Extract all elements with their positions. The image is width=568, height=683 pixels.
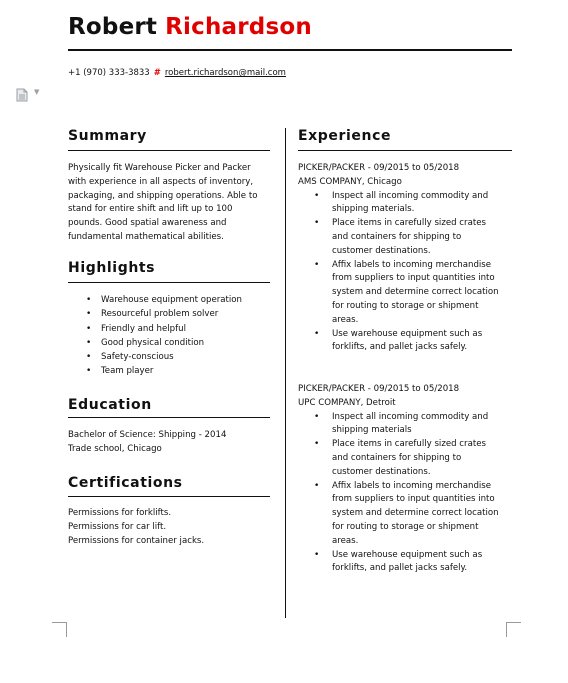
duty-line: system and determine correct location [332,508,499,519]
duty-line: from suppliers to input quantities into [332,494,495,505]
duty-line: • Inspect all incoming commodity and [332,411,489,422]
job-role: PICKER/PACKER - 09/2015 to 05/2018 [298,384,460,394]
certifications-text [68,507,283,548]
certification-line: Permissions for car lift. [68,521,167,532]
duty-line: • Use warehouse equipment such as [332,328,483,339]
summary-line: stand for entire shift and lift up to 100 [68,204,233,215]
duty-line: • Use warehouse equipment such as [332,549,483,560]
duty-line: • Inspect all incoming commodity and [332,190,489,201]
dropdown-caret-icon[interactable]: ▼ [34,88,40,96]
list-item [298,480,518,549]
contact-separator: # [153,68,161,78]
highlights-rule [68,282,270,283]
list-item [298,438,518,479]
summary-line: pounds. Good spatial awareness and [68,218,227,229]
duty-line: • Place items in carefully sized crates [332,439,486,450]
job-entry [298,162,518,355]
summary-line: fundamental mathematical abilities. [68,231,224,242]
job-company: UPC COMPANY, Detroit [298,397,396,408]
duty-line: customer destinations. [332,245,431,256]
job-company: AMS COMPANY, Chicago [298,176,402,187]
highlights-list [68,293,283,379]
duty-line: and containers for shipping to [332,452,462,463]
job-duties [298,411,518,577]
education-line: Bachelor of Science: Shipping - 2014 [68,430,227,440]
duty-line: customer destinations. [332,466,431,477]
first-name: Robert [68,14,158,40]
education-text [68,429,283,457]
job-entry [298,383,518,576]
duty-line: forklifts, and pallet jacks safely. [332,563,468,574]
job-duties [298,190,518,356]
duty-line: shipping materials [332,425,412,436]
email-link[interactable]: robert.richardson@mail.com [164,68,286,78]
certifications-title: Certifications [68,475,183,491]
phone-number: +1 (970) 333-3833 [68,68,150,78]
duty-line: for routing to storage or shipment [332,300,479,311]
summary-line: packaging, and shipping operations. Able to [68,190,258,201]
duty-line: and containers for shipping to [332,231,462,242]
duty-line: • Affix labels to incoming merchandise [332,480,492,491]
list-item: • Friendly and helpful [68,322,283,336]
list-item: • Safety-conscious [68,350,283,364]
header-rule [68,49,512,51]
list-item [298,549,518,577]
job-role: PICKER/PACKER - 09/2015 to 05/2018 [298,163,460,173]
candidate-name [68,14,312,40]
summary-text [68,162,283,245]
column-divider [285,128,286,618]
education-line: Trade school, Chicago [68,443,162,454]
contact-line [68,68,286,78]
education-rule [68,417,270,418]
certification-line: Permissions for forklifts. [68,508,172,518]
duty-line: • Affix labels to incoming merchandise [332,259,492,270]
summary-line: Physically fit Warehouse Picker and Packer [68,163,251,173]
list-item [298,190,518,218]
duty-line: areas. [332,535,359,546]
page-corner-mark [52,622,67,637]
duty-line: from suppliers to input quantities into [332,273,495,284]
duty-line: • Place items in carefully sized crates [332,218,486,229]
highlights-title: Highlights [68,260,156,276]
list-item: • Warehouse equipment operation [68,293,283,307]
duty-line: shipping materials. [332,204,415,215]
duty-line: areas. [332,314,359,325]
duty-line: for routing to storage or shipment [332,521,479,532]
summary-rule [68,150,270,151]
duty-line: forklifts, and pallet jacks safely. [332,342,468,353]
education-title: Education [68,397,152,413]
experience-title: Experience [298,128,392,144]
experience-rule [298,150,512,151]
summary-line: with experience in all aspects of inventory, [68,176,254,187]
summary-title: Summary [68,128,147,144]
certifications-rule [68,496,270,497]
list-item: • Good physical condition [68,336,283,350]
list-item [298,328,518,356]
list-item: • Team player [68,364,283,378]
page-corner-mark [506,622,521,637]
list-item [298,217,518,258]
list-item [298,259,518,328]
certification-line: Permissions for container jacks. [68,535,205,546]
list-item: • Resourceful problem solver [68,307,283,321]
list-item [298,411,518,439]
duty-line: system and determine correct location [332,287,499,298]
document-icon[interactable] [15,87,29,101]
last-name: Richardson [165,14,312,40]
